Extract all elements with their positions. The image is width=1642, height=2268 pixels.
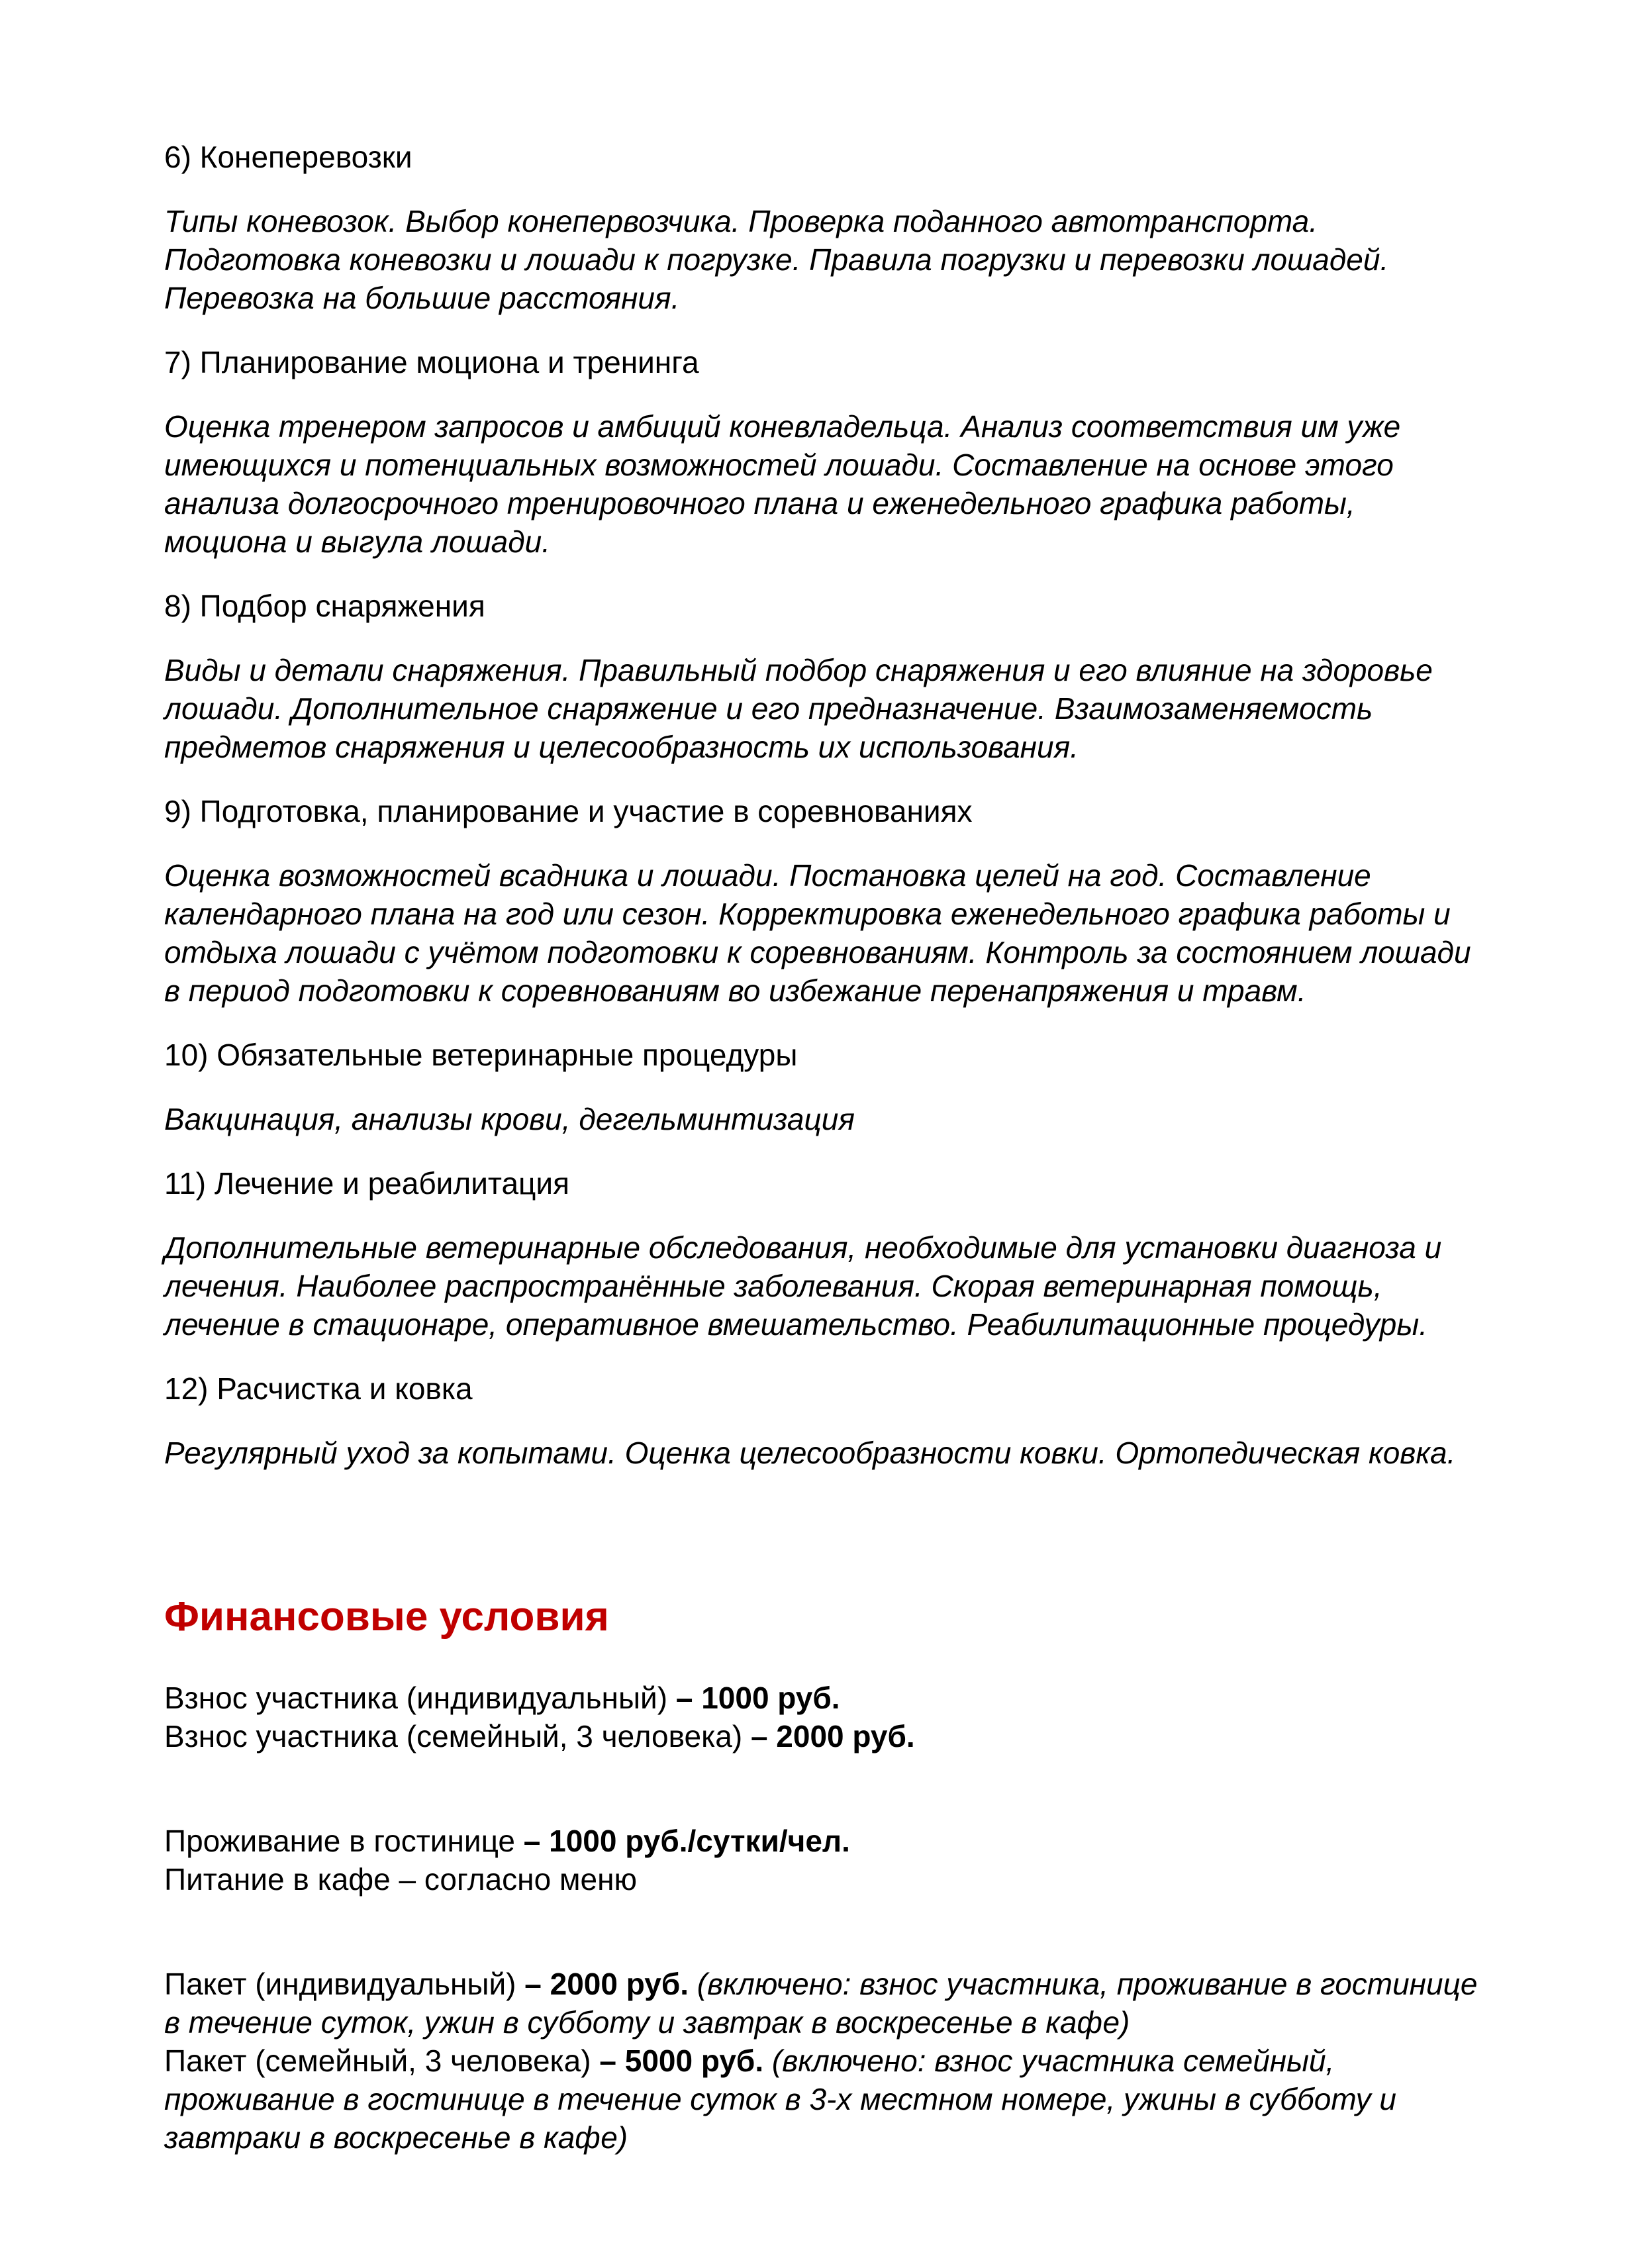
topic-section-10 xyxy=(164,1036,1480,1138)
section-body: Оценка возможностей всадника и лошади. Постановка целей на год. Составление календарного плана на год или сезон. Корректировка еженедельного графика работы и отдыха лошади с учётом подготовки к соревнованиям. Контроль за состоянием лошади в период подготовки к соревнованиям во избежание перенапряжения и травм. xyxy=(164,858,1471,1008)
section-body: Регулярный уход за копытами. Оценка целесообразности ковки. Ортопедическая ковка. xyxy=(164,1436,1456,1470)
topic-section-8 xyxy=(164,587,1480,766)
package-label: Пакет (семейный, 3 человека) xyxy=(164,2044,591,2078)
section-heading: 8) Подбор снаряжения xyxy=(164,589,485,623)
section-body: Дополнительные ветеринарные обследования, необходимые для установки диагноза и лечения. Наиболее распространённые заболевания. Скорая ветеринарная помощь, лечение в стационаре, оперативное вмешательство. Реабилитационные процедуры. xyxy=(164,1230,1442,1342)
package-line-individual xyxy=(164,1965,1480,2042)
cafe-label: Питание в кафе xyxy=(164,1862,391,1897)
topic-section-12 xyxy=(164,1369,1480,1472)
participation-fees-block xyxy=(164,1679,1480,1755)
topic-section-11 xyxy=(164,1164,1480,1344)
package-note: (включено: взнос участника семейный, проживание в гостинице в течение суток в 3-х местном номере, ужины в субботу и завтраки в воскресенье в кафе) xyxy=(164,2044,1397,2155)
hotel-price: – 1000 руб./сутки/чел. xyxy=(523,1824,850,1858)
fee-line-family xyxy=(164,1717,1480,1755)
section-heading: 6) Конеперевозки xyxy=(164,140,412,174)
package-price: – 5000 руб. xyxy=(599,2044,764,2078)
topic-section-7 xyxy=(164,343,1480,561)
cafe-line xyxy=(164,1860,1480,1898)
section-heading: 10) Обязательные ветеринарные процедуры xyxy=(164,1038,798,1072)
section-body: Типы коневозок. Выбор конепервозчика. Проверка поданного автотранспорта. Подготовка коневозки и лошади к погрузке. Правила погрузки и перевозки лошадей. Перевозка на большие расстояния. xyxy=(164,204,1389,315)
fee-label: Взнос участника (семейный, 3 человека) xyxy=(164,1719,743,1753)
hotel-label: Проживание в гостинице xyxy=(164,1824,515,1858)
fee-line-individual xyxy=(164,1679,1480,1717)
section-heading: 12) Расчистка и ковка xyxy=(164,1371,473,1406)
package-note: (включено: взнос участника, проживание в гостинице в течение суток, ужин в субботу и завтрак в воскресенье в кафе) xyxy=(164,1967,1478,2040)
topic-section-6 xyxy=(164,138,1480,317)
package-label: Пакет (индивидуальный) xyxy=(164,1967,516,2001)
cafe-price: – согласно меню xyxy=(399,1862,638,1897)
package-price: – 2000 руб. xyxy=(524,1967,689,2001)
packages-block xyxy=(164,1965,1480,2157)
section-heading: 7) Планирование моциона и тренинга xyxy=(164,345,699,379)
fee-label: Взнос участника (индивидуальный) xyxy=(164,1681,668,1715)
package-line-family xyxy=(164,2042,1480,2157)
fee-price: – 1000 руб. xyxy=(675,1681,840,1715)
financial-conditions-title: Финансовые условия xyxy=(164,1594,609,1640)
section-body: Оценка тренером запросов и амбиций коневладельца. Анализ соответствия им уже имеющихся и потенциальных возможностей лошади. Составление на основе этого анализа долгосрочного тренировочного плана и еженедельного графика работы, моциона и выгула лошади. xyxy=(164,409,1401,559)
accommodation-block xyxy=(164,1822,1480,1898)
section-heading: 9) Подготовка, планирование и участие в соревнованиях xyxy=(164,794,973,828)
section-body: Вакцинация, анализы крови, дегельминтизация xyxy=(164,1102,855,1136)
section-body: Виды и детали снаряжения. Правильный подбор снаряжения и его влияние на здоровье лошади. Дополнительное снаряжение и его предназначение. Взаимозаменяемость предметов снаряжения и целесообразность их использования. xyxy=(164,653,1433,764)
fee-price: – 2000 руб. xyxy=(750,1719,915,1753)
hotel-line xyxy=(164,1822,1480,1860)
topic-section-9 xyxy=(164,792,1480,1010)
section-heading: 11) Лечение и реабилитация xyxy=(164,1166,569,1201)
